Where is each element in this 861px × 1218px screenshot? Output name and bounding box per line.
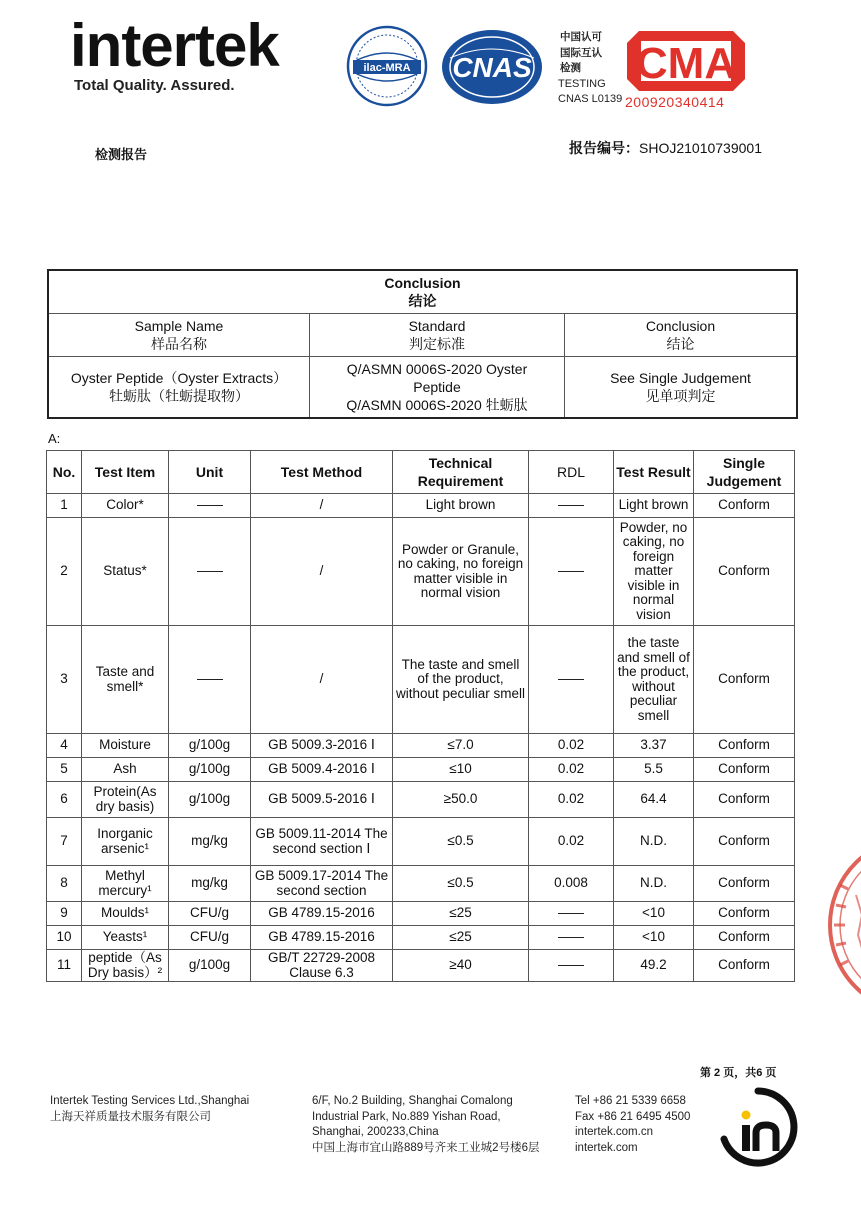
cell-req: ≤0.5 (393, 866, 529, 902)
cell-no: 9 (47, 902, 82, 926)
table-row (47, 758, 795, 782)
cert-line: 中国认可 (560, 31, 602, 43)
cell-method: / (251, 626, 393, 734)
cell-item: Methyl mercury¹ (82, 866, 169, 902)
table-row (47, 866, 795, 902)
cell-no: 6 (47, 782, 82, 818)
cell-rdl (529, 626, 614, 734)
cell-method: GB 5009.5-2016 Ⅰ (251, 782, 393, 818)
cell-req: ≥40 (393, 950, 529, 982)
table-row (47, 818, 795, 866)
results-header-row (47, 451, 795, 494)
cell-judge: Conform (694, 926, 795, 950)
table-row (47, 926, 795, 950)
cell-unit: g/100g (169, 782, 251, 818)
cell-req: ≥50.0 (393, 782, 529, 818)
cell-unit (169, 494, 251, 518)
cell-rdl (529, 926, 614, 950)
dash-mark (558, 913, 584, 914)
cell-result: Light brown (614, 494, 694, 518)
cell-no: 4 (47, 734, 82, 758)
company-en: Intertek Testing Services Ltd.,Shanghai (50, 1095, 250, 1107)
cell-item: Moisture (82, 734, 169, 758)
cell-judge: Conform (694, 902, 795, 926)
cell-result: the taste and smell of the product, without peculiar smell (614, 626, 694, 734)
cell-no: 8 (47, 866, 82, 902)
cell-item: Taste and smell* (82, 626, 169, 734)
address-line: 6/F, No.2 Building, Shanghai Comalong (312, 1095, 513, 1107)
cell-judge: Conform (694, 950, 795, 982)
cell-judge: Conform (694, 734, 795, 758)
company-zh: 上海天祥质量技术服务有限公司 (50, 1110, 211, 1123)
cell-method: GB 4789.15-2016 (251, 926, 393, 950)
cnas-logo (440, 28, 545, 106)
cell-rdl: 0.02 (529, 782, 614, 818)
table-row (47, 518, 795, 626)
tel: Tel +86 21 5339 6658 (575, 1095, 686, 1107)
cell-method: GB 5009.3-2016 Ⅰ (251, 734, 393, 758)
cert-line: 国际互认 (560, 46, 602, 59)
dash-mark (558, 937, 584, 938)
cell-rdl: 0.02 (529, 818, 614, 866)
cma-label: CMA (635, 39, 737, 88)
cell-method: GB 5009.11-2014 The second section Ⅰ (251, 818, 393, 866)
ilac-mra-logo (345, 24, 429, 108)
cma-number: 200920340414 (625, 94, 725, 110)
cell-item: Moulds¹ (82, 902, 169, 926)
cell-judge: Conform (694, 818, 795, 866)
cell-unit (169, 626, 251, 734)
cell-item: Ash (82, 758, 169, 782)
conclusion-table (47, 269, 798, 419)
cell-req: ≤25 (393, 926, 529, 950)
cell-rdl (529, 950, 614, 982)
intertek-in-logo (716, 1085, 800, 1169)
cell-unit: CFU/g (169, 902, 251, 926)
cell-method: GB/T 22729-2008 Clause 6.3 (251, 950, 393, 982)
results-table (46, 450, 795, 982)
header-standard: Standard 判定标准 (310, 314, 565, 357)
col-header: Single Judgement (694, 451, 795, 494)
cell-no: 10 (47, 926, 82, 950)
conclusion-title (49, 271, 796, 314)
address-line: Shanghai, 200233,China (312, 1126, 439, 1138)
cell-judge: Conform (694, 782, 795, 818)
cell-result: 5.5 (614, 758, 694, 782)
footer-address (312, 1094, 539, 1156)
footer-contact (575, 1094, 690, 1156)
dash-mark (558, 965, 584, 966)
cell-req: The taste and smell of the product, without peculiar smell (393, 626, 529, 734)
table-row (47, 494, 795, 518)
conclusion-result: See Single Judgement 见单项判定 (565, 357, 797, 417)
ilac-label: ilac-MRA (363, 62, 411, 74)
cell-result: Powder, no caking, no foreign matter visible in normal vision (614, 518, 694, 626)
report-number-value: SHOJ21010739001 (639, 140, 762, 156)
cell-item: Yeasts¹ (82, 926, 169, 950)
cell-item: Protein(As dry basis) (82, 782, 169, 818)
col-header: No. (47, 451, 82, 494)
dash-mark (558, 679, 584, 680)
cert-line: TESTING (558, 78, 606, 90)
intertek-logo: intertek (70, 12, 279, 79)
cell-judge: Conform (694, 494, 795, 518)
cell-unit: CFU/g (169, 926, 251, 950)
cert-text-zh (560, 30, 602, 77)
cell-rdl (529, 902, 614, 926)
web-link[interactable]: intertek.com (575, 1141, 638, 1154)
cell-no: 1 (47, 494, 82, 518)
cell-method: / (251, 494, 393, 518)
cell-result: N.D. (614, 818, 694, 866)
cell-result: 3.37 (614, 734, 694, 758)
table-row (47, 950, 795, 982)
header-conclusion: Conclusion 结论 (565, 314, 797, 357)
cert-line: 检测 (560, 62, 581, 74)
cell-no: 5 (47, 758, 82, 782)
tagline: Total Quality. Assured. (74, 77, 235, 94)
cma-logo (625, 27, 747, 95)
cell-unit: g/100g (169, 758, 251, 782)
cell-judge: Conform (694, 866, 795, 902)
cell-judge: Conform (694, 758, 795, 782)
cert-text-en (558, 77, 622, 107)
address-line: 中国上海市宜山路889号齐来工业城2号楼6层 (312, 1141, 540, 1154)
cell-no: 2 (47, 518, 82, 626)
cell-method: / (251, 518, 393, 626)
cell-no: 7 (47, 818, 82, 866)
cell-result: <10 (614, 926, 694, 950)
cell-req: ≤7.0 (393, 734, 529, 758)
col-header: Unit (169, 451, 251, 494)
standard: Q/ASMN 0006S-2020 Oyster Peptide Q/ASMN 0006S-2020 牡蛎肽 (310, 357, 565, 417)
col-header: Test Item (82, 451, 169, 494)
cell-req: Light brown (393, 494, 529, 518)
cell-method: GB 5009.4-2016 Ⅰ (251, 758, 393, 782)
cell-unit: g/100g (169, 734, 251, 758)
col-header: Test Result (614, 451, 694, 494)
header-sample: Sample Name 样品名称 (49, 314, 310, 357)
cell-unit: g/100g (169, 950, 251, 982)
table-row (47, 902, 795, 926)
fax: Fax +86 21 6495 4500 (575, 1110, 691, 1123)
cell-unit (169, 518, 251, 626)
cert-line: CNAS L0139 (558, 93, 623, 105)
col-header: Test Method (251, 451, 393, 494)
cell-unit: mg/kg (169, 866, 251, 902)
cell-judge: Conform (694, 626, 795, 734)
cell-rdl: 0.02 (529, 734, 614, 758)
company-stamp (818, 825, 861, 1025)
footer-company (50, 1094, 249, 1125)
cell-rdl (529, 494, 614, 518)
section-label: A: (48, 431, 61, 446)
dash-mark (558, 505, 584, 506)
page-number: 第 2 页，共6 页 (700, 1067, 777, 1079)
cell-unit: mg/kg (169, 818, 251, 866)
cell-result: <10 (614, 902, 694, 926)
cell-item: Status* (82, 518, 169, 626)
cell-no: 3 (47, 626, 82, 734)
cell-req: Powder or Granule, no caking, no foreign matter visible in normal vision (393, 518, 529, 626)
cell-result: N.D. (614, 866, 694, 902)
cell-item: Inorganic arsenic¹ (82, 818, 169, 866)
dash-mark (558, 571, 584, 572)
col-header: Technical Requirement (393, 451, 529, 494)
col-header: RDL (529, 451, 614, 494)
dash-mark (197, 571, 223, 572)
cell-item: peptide（As Dry basis）² (82, 950, 169, 982)
cell-rdl: 0.008 (529, 866, 614, 902)
cell-req: ≤10 (393, 758, 529, 782)
table-row (47, 734, 795, 758)
address-line: Industrial Park, No.889 Yishan Road, (312, 1110, 501, 1123)
cell-rdl: 0.02 (529, 758, 614, 782)
conclusion-title-en: Conclusion (384, 275, 461, 291)
cell-result: 64.4 (614, 782, 694, 818)
dash-mark (197, 505, 223, 506)
cell-req: ≤25 (393, 902, 529, 926)
cell-method: GB 4789.15-2016 (251, 902, 393, 926)
conclusion-title-zh: 结论 (408, 293, 437, 309)
cell-item: Color* (82, 494, 169, 518)
web-cn-link[interactable]: intertek.com.cn (575, 1126, 653, 1138)
cell-req: ≤0.5 (393, 818, 529, 866)
cnas-label: CNAS (452, 52, 532, 83)
table-row (47, 626, 795, 734)
doc-title: 检测报告 (95, 147, 148, 162)
report-number-label: 报告编号： (569, 140, 639, 156)
report-number (569, 138, 762, 158)
cell-result: 49.2 (614, 950, 694, 982)
cell-method: GB 5009.17-2014 The second section (251, 866, 393, 902)
cell-rdl (529, 518, 614, 626)
sample-name: Oyster Peptide（Oyster Extracts） 牡蛎肽（牡蛎提取物） (49, 357, 310, 417)
table-row (47, 782, 795, 818)
cell-judge: Conform (694, 518, 795, 626)
dash-mark (197, 679, 223, 680)
cell-no: 11 (47, 950, 82, 982)
